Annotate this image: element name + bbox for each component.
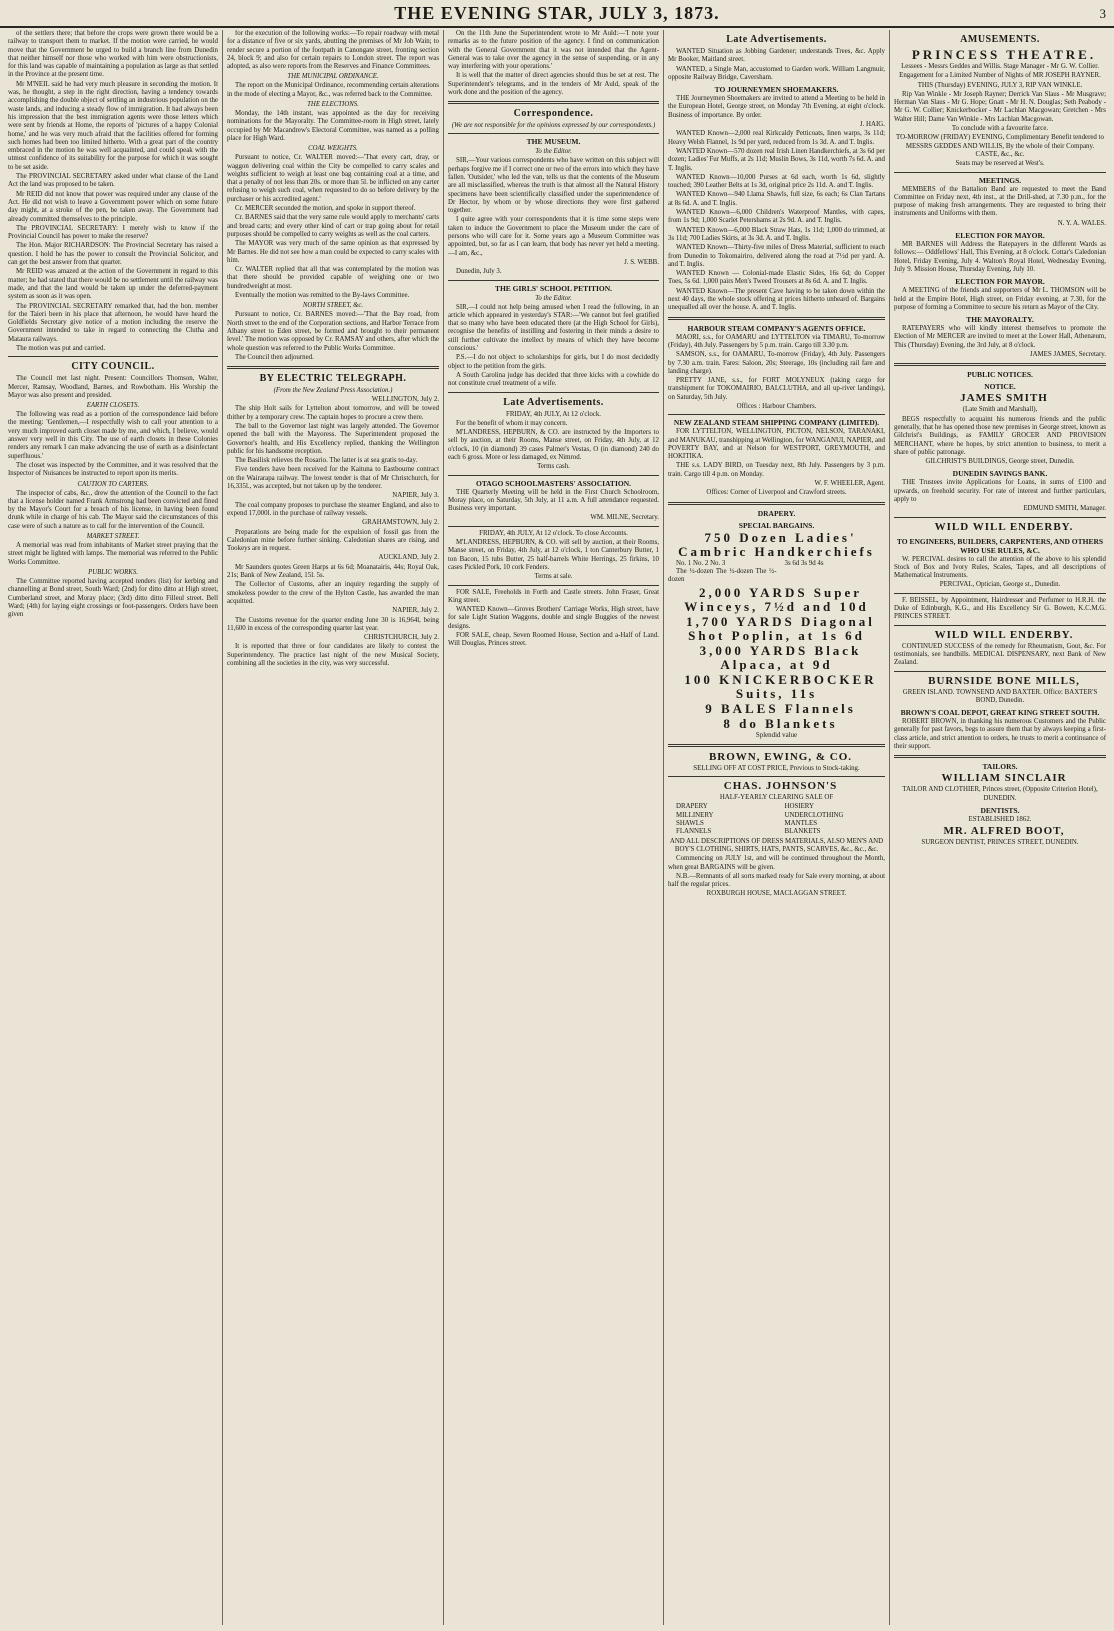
paragraph: BEGS respectfully to acquaint his numerous friends and the public generally, that he has opened those new premises in George street, known as Gilchrist's Buildings, as FAMILY GROCER AND PROVISION MERCHANT, where he hopes, by strict attention to business, to merit a share of public patronage.	[894, 415, 1106, 456]
centered-line: GREEN ISLAND. TOWNSEND AND BAXTER. Office: BAXTER'S BOND, Dunedin.	[902, 688, 1098, 704]
item-list	[668, 560, 885, 585]
paragraph: P.S.—I do not object to scholarships for girls, but I do most decidedly object to the petition from the girls.	[448, 354, 659, 370]
list-item: UNDERCLOTHING	[784, 811, 844, 819]
signature-line: JAMES JAMES, Secretary.	[1029, 351, 1106, 359]
divider	[668, 744, 885, 747]
paragraph: of the settlers there; that before the crops were grown there would be a railway to transport them to market. If the motion were carried, he would move that the Government be urged to build a branch line from Dunedin that neither himself nor those who worked with him were obstructionists, for this land was capable of maintaining a population as large as that settled in the Province at the present time.	[8, 30, 218, 79]
column-5	[889, 30, 1110, 1625]
column-4	[663, 30, 889, 1625]
paragraph: A memorial was read from inhabitants of Market street praying that the street might be lighted with lamps. The memorial was referred to the Public Works Committee.	[8, 542, 218, 566]
paragraph: The Committee reported having accepted tenders (list) for kerbing and channelling at Bond street, South Ward; (2nd) for ditto ditto at High street, Cumberland street, and Moray place; (3rd) ditto ditto Filleul street. Bell Ward; (4th) for laying eight crossings or foot-passengers. Orders have been given	[8, 577, 218, 619]
masthead	[0, 0, 1114, 28]
list-item: 3s 6d 3s 9d 4s	[784, 559, 824, 567]
signature-line: NAPIER, July 2.	[392, 607, 439, 615]
signature-line: NAPIER, July 3.	[392, 492, 439, 500]
newspaper-title: THE EVENING STAR, JULY 3, 1873.	[394, 3, 720, 23]
paragraph: N.B.—Remnants of all sorts marked ready for Sale every morning, at about half the regular prices.	[668, 872, 885, 889]
paragraph: The closet was inspected by the Committee, and it was resolved that the Inspector of Nuisances be instructed to report upon its merits.	[8, 461, 218, 478]
paragraph: On the 11th June the Superintendent wrote to Mr Auld:—'I note your remarks as to the future position of the agency. I find on communication with the General Government that it was not intended that the Agent-General was to take over the agency in the sense of suspending, or in any way interfering with your operations.'	[448, 30, 659, 71]
paragraph: WANTED Known—Thirty-five miles of Dress Material, sufficient to reach from Dunedin to Tokomairiro, delivered along the road at 7½d per yard. A. and T. Inglis.	[668, 244, 885, 268]
italic-heading: To the Editor.	[535, 148, 572, 156]
advertiser-name: JAMES SMITH	[960, 392, 1048, 405]
paragraph: The MAYOR was very much of the same opinion as that expressed by Mr Barnes. He did not see how a man could be expected to carry scales with him.	[227, 240, 439, 264]
signature-line: N. Y. A. WALES.	[1057, 219, 1106, 227]
paragraph: Mr M'NEIL said he had very much pleasure in seconding the motion. It was, he thought, a step in the right direction, having a tendency towards accomplishing the double object of settling an industrious population on the waste lands, and inducing a steady flow of immigration. It had always been his impression that the best immigration agents were those letters which were sent by friends at Home, the reports of 'pictures of a happy Colonial home,' and he was very much afraid that the facilities offered for forming such homes had been too limited hitherto. With a great part of the country embraced in the motion he was well acquainted, and could speak with the utmost confidence of its suitability for the purpose for which it was sought to be set aside.	[8, 80, 218, 171]
paragraph: WANTED Known—940 Llama Shawls, full size, 6s each; 6s Clan Tartans at 8s 6d. A. and T. Inglis.	[668, 191, 885, 207]
paragraph: Rip Van Winkle - Mr Joseph Rayner; Derrick Van Slaus - Mr Musgrave; Herman Van Slaus - Mr G. Hope; Gnatt - Mr H. N. Douglas; Seth Peabody - Mr G. W. Collier; Knickerbocker - Mr Lachlan Macgowan; Gretchen - Mrs Walter Hill; Dame Van Winkle - Mrs Lachlan Macgowan.	[894, 90, 1106, 123]
centered-line: TO-MORROW (FRIDAY) EVENING, Complimentary Benefit tendered to MESSRS GEDDES AND WILLIS, By the whole of their Company. CASTE, &c., &c.	[896, 134, 1104, 158]
paragraph: M'LANDRESS, HEPBURN, & CO. are instructed by the Importers to sell by auction, at their Rooms, Manse street, on Friday, 4th July, at 12 o'clock, 10 (in diamond) 39 cases Palmer's Vestas, O (in diamond) 240 do each 6 gross. More or less damaged, ex Nimrod.	[448, 429, 659, 461]
centered-line: PERCIVAL, Optician, George st., Dunedin.	[939, 581, 1061, 589]
divider	[448, 133, 659, 134]
paragraph: Pursuant to notice, Cr. BARNES moved:—'That the Bay road, from North street to the end of the Corporation sections, and Harbor Terrace from Albany street to Eden street, be formed and brought to their permanent level.' The motion was opposed by Cr. RAMSAY and others, after which the whole question was referred to the Public Works Committee.	[227, 311, 439, 352]
paragraph: PRETTY JANE, s.s., for FORT MOLYNEUX (taking cargo for transhipment for TOKOMAIRIO, BALCLUTHA, and all up-river landings), on Saturday, 5th July.	[668, 377, 885, 401]
advertiser-name: BURNSIDE BONE MILLS,	[928, 674, 1080, 687]
paragraph: The PROVINCIAL SECRETARY: I merely wish to know if the Provincial Council has power to make the reserve?	[8, 224, 218, 241]
paragraph: THE Trustees invite Applications for Loans, in sums of £100 and upwards, on freehold security. For rate of interest and further particulars, apply to	[894, 479, 1106, 503]
paragraph: The PROVINCIAL SECRETARY remarked that, had the hon. member for the Taieri been in his place that afternoon, he would have heard the Goldfields Secretary give notice of a motion including the reserve the Government intended to take in regard to connecting the Clutha and Mataura railways.	[8, 302, 218, 343]
paragraph: Commencing on JULY 1st, and will be continued throughout the Month, when great BARGAINS will be given.	[668, 855, 885, 871]
signature-line: WELLINGTON, July 2.	[371, 396, 439, 404]
centered-line: ESTABLISHED 1862.	[968, 815, 1032, 823]
list-item: HOSIERY	[784, 803, 814, 811]
divider	[668, 317, 885, 320]
paragraph: CONTINUED SUCCESS of the remedy for Rheumatism, Gout, &c. For testimonials, see handbills. MEDICAL DISPENSARY, next Bank of New Zealand.	[894, 642, 1106, 667]
advertiser-name: MR. ALFRED BOOT,	[943, 825, 1065, 838]
paragraph: F. BEISSEL, by Appointment, Hairdresser and Perfumer to H.R.H. the Duke of Edinburgh, K.G., and His Excellency Sir G. Bowen, K.C.M.G. PRINCES STREET.	[894, 596, 1106, 621]
paragraph: THE Quarterly Meeting will be held in the First Church Schoolroom, Moray place, on Saturday, 5th July, at 11 a.m. A full attendance requested. Business very important.	[448, 488, 659, 513]
display-line: 750 Dozen Ladies' Cambric Handkerchiefs	[678, 529, 875, 559]
divider	[894, 593, 1106, 594]
paragraph: WANTED Known—The present Cave having to be taken down within the next 40 days, the whole stock offering at prices hitherto unheard of. Bargains unequalled all over the house. A. and T. Inglis.	[668, 287, 885, 312]
italic-heading: THE MUNICIPAL ORDINANCE.	[287, 73, 379, 81]
centered-line: AND ALL DESCRIPTIONS OF DRESS MATERIALS, ALSO MEN'S AND BOY'S CLOTHING, SHIRTS, HATS, PANTS, SCARVES, &c., &c., &c.	[669, 837, 884, 853]
paragraph: for the execution of the following works:—To repair roadway with metal for a distance of five or six yards, abutting the premises of Mr Job Wain; to render secure a portion of the footpath in Canongate street, fronting section 24, block 9; and also for certain repairs to London street. The report was adopted, as also were reports from the Reserves and Finance Committees.	[227, 30, 439, 71]
signature-line: W. F. WHEELER, Agent.	[814, 480, 885, 488]
italic-heading: COAL WEIGHTS.	[308, 145, 358, 153]
section-heading: Late Advertisements.	[503, 396, 604, 408]
italic-heading: EARTH CLOSETS.	[86, 402, 140, 410]
paragraph: ROBERT BROWN, in thanking his numerous Customers and the Public generally for past favors, begs to assure them that by always keeping a first-class article, and strict attention to orders, he trusts to merit a continuance of their support.	[894, 718, 1106, 751]
paragraph: Monday, the 14th instant, was appointed as the day for receiving nominations for the Mayoralty. The Committee-room in High street, lately occupied by Mr Macandrew's Electoral Committee, was named as a polling place for High Ward.	[227, 110, 439, 142]
display-line: 100 KNICKERBOCKER Suits, 11s	[684, 671, 877, 701]
paragraph: The Collector of Customs, after an inquiry regarding the supply of smokeless powder to the crew of the Hylton Castle, has awarded the man acquitted.	[227, 581, 439, 605]
italic-heading: THE ELECTIONS.	[307, 101, 359, 109]
paragraph: WANTED Known—Groves Brothers' Carriage Works, High street, have for sale Light Station Waggons, double and single Buggies of the newest designs.	[448, 606, 659, 630]
divider	[894, 172, 1106, 173]
list-item: MANTLES	[784, 820, 818, 828]
section-heading: Correspondence.	[513, 108, 594, 120]
display-line: 2,000 YARDS Super Winceys, 7½d and 10d	[684, 584, 869, 614]
paragraph: FOR LYTTELTON, WELLINGTON, PICTON, NELSON, TARANAKI, and MANUKAU, transhipping at Wellington, for WANGANUI, NAPIER, and POVERTY BAY, and at Nelson for WESTPORT, GREYMOUTH, and HOKITIKA.	[668, 428, 885, 461]
subheading: PUBLIC NOTICES.	[967, 370, 1033, 380]
paragraph: A MEETING of the friends and supporters of Mr L. THOMSON will be held at the Empire Hotel, High street, on Friday evening, at 7.30, for the purpose of forming a Committee to secure his return as Mayor of the City.	[894, 287, 1106, 311]
paragraph: Dunedin, July 3.	[456, 268, 502, 276]
divider	[894, 363, 1106, 366]
paragraph: WANTED Known—10,000 Purses at 6d each, worth 1s 6d, slightly touched; 390 Leather Belts at 1s 3d, original price 2s 11d. A. and T. Inglis.	[668, 173, 885, 190]
paragraph: The Customs revenue for the quarter ending June 30 is 16,964l, being 11,600 in excess of the corresponding quarter last year.	[227, 616, 439, 632]
centered-line: Engagement for a Limited Number of Nights of MR JOSEPH RAYNER.	[899, 72, 1101, 80]
subheading: DRAPERY.	[757, 508, 796, 518]
paragraph: SAMSON, s.s., for OAMARU, To-morrow (Friday), 4th July. Passengers by 7.30 a.m. train. Fares: Saloon, 20s; Steerage, 10s (including rail fare and landing charge).	[668, 351, 885, 375]
centered-line: THIS (Thursday) EVENING, JULY 3, RIP VAN WINKLE.	[917, 81, 1083, 89]
centered-line: (Late Smith and Marshall),	[962, 406, 1038, 414]
centered-line: SURGEON DENTIST, PRINCES STREET, DUNEDIN.	[921, 839, 1079, 847]
page-number: 3	[1099, 6, 1106, 21]
paragraph: WANTED Situation as Jobbing Gardener; understands Trees, &c. Apply Mr Booker, Maitland street.	[668, 48, 885, 64]
divider	[8, 356, 218, 357]
subheading: SPECIAL BARGAINS.	[738, 520, 815, 530]
item-list	[668, 803, 885, 836]
paragraph: Preparations are being made for the expulsion of fossil gas from the Caledonian mine before further sinking. Caledonian shares are rising, and Tookeys are in request.	[227, 528, 439, 553]
list-item: FLANNELS	[676, 828, 712, 836]
display-line: 9 BALES Flannels	[705, 700, 856, 716]
subheading: OTAGO SCHOOLMASTERS' ASSOCIATION.	[476, 478, 631, 488]
paragraph: The ball to the Governor last night was largely attended. The Governor opened the ball with the Mayoress. The Superintendent proposed the Governor's health, and His Excellency replied, thanking the Wellington public for his handsome reception.	[227, 422, 439, 455]
display-line: PRINCESS THEATRE.	[911, 47, 1097, 62]
centered-line: To conclude with a favourite farce.	[951, 125, 1049, 133]
signature-line: CHRISTCHURCH, July 2.	[363, 634, 439, 642]
display-line: 1,700 YARDS Diagonal Shot Poplin, at 1s 6d	[686, 613, 875, 643]
divider	[894, 625, 1106, 626]
centered-line: SELLING OFF AT COST PRICE, Previous to Stock-taking.	[693, 764, 860, 772]
paragraph: Cr. MERCER seconded the motion, and spoke in support thereof.	[235, 205, 416, 213]
paragraph: WANTED Known—6,000 Children's Waterproof Mantles, with capes, from 1s 9d; 1,000 Scarlet Petershams at 2s 9d. A. and T. Inglis.	[668, 209, 885, 225]
centered-line: Lessees - Messrs Geddes and Willis. Stage Manager - Mr G. W. Collier.	[901, 63, 1099, 70]
subheading: THE GIRLS' SCHOOL PETITION.	[494, 283, 613, 293]
centered-line: Splendid value	[755, 731, 798, 739]
centered-line: Terms cash.	[537, 463, 570, 471]
divider	[668, 502, 885, 505]
list-item: DRAPERY	[676, 803, 708, 811]
paragraph: WANTED Known—2,000 real Kirkcaldy Petticoats, linen warps, 3s 11d; Heavy Welsh Flannel, 1s 9d per yard, reduced from 1s 3d. A. and T. Inglis.	[668, 130, 885, 146]
divider	[894, 517, 1106, 518]
paragraph: MR BARNES will Address the Ratepayers in the different Wards as follows:— Oddfellows' Hall, This Evening, at 8 o'clock. Cottar's Caledonian Hotel, Friday Evening, July 4. Walton's Royal Hotel, Wednesday Evening, July 9. Mission House, Thursday Evening, July 10.	[894, 241, 1106, 273]
subheading: THE MUSEUM.	[526, 137, 581, 147]
divider	[448, 101, 659, 104]
paragraph: THE Journeymen Shoemakers are invited to attend a Meeting to be held in the European Hotel, George street, on Monday 7th Evening, at eight o'clock. Business of importance. By order.	[668, 95, 885, 119]
display-line: 8 do Blankets	[723, 715, 838, 731]
paragraph: FOR SALE, cheap, Seven Roomed House, Section and a-Half of Land. Will Douglas, Princes street.	[448, 632, 659, 648]
advertiser-name: WILD WILL ENDERBY.	[934, 520, 1074, 533]
paragraph: The inspector of cabs, &c., drew the attention of the Council to the fact that a license holder named Frank Armstrong had been convicted and fined by the Mayor's Court for a breach of his license, in having been found drunk while in charge of his cab. The Mayor said the circumstances of this case were of such a nature as to call for the intervention of the Council.	[8, 489, 218, 530]
italic-heading: PUBLIC WORKS.	[88, 568, 138, 576]
section-heading: CITY COUNCIL.	[71, 361, 155, 373]
divider	[448, 526, 659, 527]
subheading: TO ENGINEERS, BUILDERS, CARPENTERS, AND OTHERS WHO USE RULES, &C.	[896, 536, 1104, 555]
italic-heading: NORTH STREET, &c.	[302, 302, 364, 310]
paragraph: W. PERCIVAL desires to call the attention of the above to his splendid Stock of Box and Ivory Rules, Scales, Tapes, and all descriptions of Mathematical Instruments.	[894, 555, 1106, 580]
paragraph: SIR,—Your various correspondents who have written on this subject will perhaps forgive me if I correct one or two of the errors into which they have fallen. 'Outsider,' who led the van, tells us that the contents of the Museum are all misclassified, whereas the truth is that almost all the Natural History specimens have been scientifically classified under the superintendence of Dr Hector, by whom or by whose directions they were first gathered together.	[448, 157, 659, 215]
paragraph: The Basilisk relieves the Rosario. The latter is at sea gratis to-day.	[235, 457, 418, 465]
paragraph: Pursuant to notice, Cr. WALTER moved:—'That every cart, dray, or waggon delivering coal within the City be compelled to carry scales and weights sufficient to weigh at least one bag containing coal at a time, and that a penalty of not less than 20s. or more than 5l. be inflicted on any carter refusing to weigh such coal, when requested to do so before delivery by the purchaser or his accredited agent.'	[227, 154, 439, 203]
divider	[448, 392, 659, 393]
paragraph: The ship Holt sails for Lyttelton about tomorrow, and will be towed thither by a temporary crew. The captain hopes to procure a crew there.	[227, 405, 439, 421]
subheading: TAILORS.	[982, 762, 1018, 772]
centered-line: ROXBURGH HOUSE, MACLAGGAN STREET.	[706, 890, 847, 898]
signature-line: J. S. WEBB.	[624, 258, 659, 266]
paragraph: The coal company proposes to purchase the steamer England, and also to expend 17,000l. in the purchase of railway vessels.	[227, 501, 439, 517]
centered-line: Seats may be reserved at West's.	[955, 160, 1045, 168]
advertiser-name: CHAS. JOHNSON'S	[723, 780, 838, 793]
paragraph: It is well that the matter of direct agencies should thus be set at rest. The Superintendent's telegrams, and in the tenders of Mr Auld, speak of the work done and the position of the agency.	[448, 72, 659, 97]
paragraph: Cr. BARNES said that the very same rule would apply to merchants' carts and bread carts; and every other kind of cart or trap going about for retail purposes should be compelled to carry weights as well as the coal carters.	[227, 214, 439, 238]
divider	[448, 475, 659, 476]
list-item: The ½-dozen The ½-dozen The ½-dozen	[668, 567, 777, 584]
italic-heading: (From the New Zealand Press Association.)	[273, 387, 393, 395]
subheading: DENTISTS.	[980, 805, 1020, 815]
list-item: No. 1 No. 2 No. 3	[676, 559, 726, 567]
paragraph: SIR,—I could not help being amused when I read the following, in an article which appeared in yesterday's STAR:—'We cannot but feel gratified that so many who have been educated there (at the High School for Girls), recognise the benefits of instilling and fostering in their minds a desire to still further cultivate the intellect by means of which they have become conscious.'	[448, 303, 659, 353]
paragraph: Five tenders have been received for the Kaituna to Eastbourne contract on the Wairarapa railway. The lowest tender is that of Mr Christchurch, for 16,335l., was accepted, but not taken up by the tenderer.	[227, 466, 439, 491]
divider	[227, 366, 439, 369]
paragraph: The Council then adjourned.	[235, 353, 314, 361]
paragraph: M'LANDRESS, HEPBURN, & CO. will sell by auction, at their Rooms, Manse street, on Friday, 4th July, at 12 o'clock, 1 ton Canterbury Butter, 1 ton Bacon, 15 tubs Butter, 25 half-barrels White Herrings, 25 firkins, 10 cases Pickled Pork, 10 cork Fenders.	[448, 539, 659, 571]
divider	[894, 671, 1106, 672]
paragraph: Eventually the motion was remitted to the By-laws Committee.	[235, 292, 410, 300]
subheading: BROWN'S COAL DEPOT, GREAT KING STREET SOUTH.	[900, 708, 1100, 718]
divider	[894, 755, 1106, 758]
subheading: NOTICE.	[984, 382, 1016, 392]
signature-line: WM. MILNE, Secretary.	[590, 514, 659, 522]
column-3	[443, 30, 663, 1625]
paragraph: It is reported that three or four candidates are likely to contest the Superintendency. The practice last night of the new Musical Society, combining all the societies in the city, was very successful.	[227, 643, 439, 667]
advertiser-name: WILLIAM SINCLAIR	[941, 772, 1067, 785]
paragraph: The report on the Municipal Ordinance, recommending certain alterations in the mode of electing a Mayor, &c., was referred back to the Committee.	[227, 82, 439, 98]
section-heading: AMUSEMENTS.	[960, 34, 1040, 45]
paragraph: Mr REID was amazed at the action of the Government in regard to this matter; he had stated that there would be no settlement until the railway was made, and that the land would be taken up under the deferred-payment system as soon as it was open.	[8, 268, 218, 301]
italic-heading: CAUTION TO CARTERS.	[77, 480, 149, 488]
centered-line: TAILOR AND CLOTHIER, Princes street, (Opposite Criterion Hotel), DUNEDIN.	[902, 786, 1098, 802]
paragraph: The Hon. Major RICHARDSON: The Provincial Secretary has raised a question. I hold he has the power to consult the Provincial Solicitor, and can get the best answer from that quarter.	[8, 242, 218, 267]
paragraph: Mr Saunders quotes Green Harps at 6s 6d; Moanatairis, 44s; Royal Oak, 21s; Bank of New Zealand, 15l. 5s.	[227, 563, 439, 580]
list-item: SHAWLS	[676, 820, 704, 828]
divider	[668, 414, 885, 415]
paragraph: The PROVINCIAL SECRETARY asked under what clause of the Land Act the land was proposed to be taken.	[8, 173, 218, 189]
signature-line: GRAHAMSTOWN, July 2.	[362, 519, 439, 527]
column-2	[222, 30, 443, 1625]
subheading: MEETINGS.	[978, 175, 1022, 185]
paragraph: RATEPAYERS who will kindly interest themselves to promote the Election of Mr MERCER are invited to meet at the Lower Hall, Athenæum, This (Thursday) Evening, the 3rd July, at 8 o'clock.	[894, 325, 1106, 349]
list-item: MILLINERY	[676, 811, 714, 819]
subheading: HARBOUR STEAM COMPANY'S AGENTS OFFICE.	[687, 323, 866, 333]
signature-line: EDMUND SMITH, Manager.	[1023, 505, 1106, 513]
subheading: TO JOURNEYMEN SHOEMAKERS.	[714, 85, 839, 95]
list-item: BLANKETS	[784, 828, 821, 836]
subheading: ELECTION FOR MAYOR.	[955, 231, 1045, 241]
advertiser-name: WILD WILL ENDERBY.	[934, 628, 1074, 641]
centered-line: HALF-YEARLY CLEARING SALE OF	[719, 794, 834, 802]
centered-line: FRIDAY, 4th JULY, At 12 o'clock. To close Accounts.	[479, 529, 628, 537]
signature-line: AUCKLAND, July 2.	[378, 554, 439, 562]
paragraph: MAORI, s.s., for OAMARU and LYTTELTON via TIMARU, To-morrow (Friday), 4th July. Passengers by 5 p.m. train. Cargo till 3.30 p.m.	[668, 333, 885, 349]
italic-heading: MARKET STREET.	[86, 533, 140, 541]
centered-line: Terms at sale.	[534, 573, 573, 581]
centered-line: Offices: Corner of Liverpool and Crawford streets.	[706, 489, 847, 497]
italic-heading: To the Editor.	[535, 294, 572, 302]
section-heading: BY ELECTRIC TELEGRAPH.	[259, 373, 407, 385]
paragraph: WANTED Known — Colonial-made Elastic Sides, 16s 6d; do Copper Toes, 5s 6d. 1,000 pairs Men's Tweed Trousers at 8s 6d. A. and T. Inglis.	[668, 270, 885, 286]
paragraph: The motion was put and carried.	[16, 344, 106, 352]
divider	[668, 776, 885, 777]
paragraph: THE s.s. LADY BIRD, on Tuesday next, 8th July. Passengers by 3 p.m. train. Cargo till 4 p.m. on Monday.	[668, 462, 885, 478]
paragraph: Cr. WALTER replied that all that was contemplated by the motion was that there should be provided capable of weighing one or two hundredweight at most.	[227, 266, 439, 290]
column-1	[4, 30, 222, 1625]
advertiser-name: BROWN, EWING, & CO.	[708, 750, 853, 763]
paragraph: FOR SALE, Freeholds in Forth and Castle streets. John Fraser, Great King street.	[448, 588, 659, 604]
section-heading: Late Advertisements.	[726, 34, 827, 45]
paragraph: WANTED, a Single Man, accustomed to Garden work. William Langmuir, opposite Railway Bridge, Caversham.	[668, 65, 885, 81]
paragraph: For the benefit of whom it may concern.	[456, 419, 568, 427]
centered-line: Offices : Harbour Chambers.	[736, 402, 817, 410]
paragraph: I quite agree with your correspondents that it is time some steps were taken to induce the Government to place the Museum under the care of persons who will care for it. Some years ago a Museum Committee was appointed, but, so far as I can learn, that body has never yet held a meeting.—I am, &c.,	[448, 216, 659, 257]
centered-line: GILCHRIST'S BUILDINGS, George street, Dunedin.	[925, 458, 1075, 466]
centered-line: FRIDAY, 4th JULY, At 12 o'clock.	[506, 410, 601, 418]
paragraph: MEMBERS of the Battalion Band are requested to meet the Band Committee on Friday next, 4th inst., at the Drill-shed, at 7.30 p.m., for the purpose of making fresh arrangements. They are requested to bring their instruments and Uniforms with them.	[894, 185, 1106, 218]
paragraph: The following was read as a portion of the correspondence laid before the meeting: 'Gentlemen,—I respectfully wish to call your attention to a very much improved earth closet made by me, and which, I believe, would answer very well in this City. The use of earth closets in these Colonies renders any remark I can make advancing the use of earth as a disinfectant superfluous.'	[8, 411, 218, 460]
paragraph: WANTED Known—6,000 Black Straw Hats, 1s 11d; 1,000 do trimmed, at 3s 11d; 700 Ladies Skirts, at 3s 3d. A. and T. Inglis.	[668, 226, 885, 242]
paragraph: Mr REID did not know that power was required under any clause of the Act. He did not wish to leave a Government power which on some future day might, at a stroke of the pen, be taken away. The Government had already committed themselves to the principle.	[8, 190, 218, 223]
paragraph: A South Carolina judge has decided that three kicks with a cowhide do not constitute cruel treatment of a wife.	[448, 371, 659, 388]
divider	[448, 585, 659, 586]
subheading: ELECTION FOR MAYOR.	[955, 277, 1045, 287]
paragraph: WANTED Known—570 dozen real Irish Linen Handkerchiefs, at 3s 6d per dozen; Ladies' Fur Muffs, at 2s 11d; Muslin Bows, 3s 11d, worth 7s 6d. A. and T. Inglis.	[668, 147, 885, 172]
display-line: 3,000 YARDS Black Alpaca, at 9d	[699, 642, 862, 672]
divider	[448, 280, 659, 281]
subheading: THE MAYORALTY.	[966, 315, 1034, 325]
subheading: NEW ZEALAND STEAM SHIPPING COMPANY (LIMITED).	[673, 418, 880, 428]
signature-line: J. HAIG.	[859, 121, 885, 129]
paragraph: The Council met last night. Present: Councillors Thomson, Walter, Mercer, Ramsay, Woodland, Barnes, and Rowbotham. His Worship the Mayor was also present and presided.	[8, 375, 218, 399]
italic-heading: (We are not responsible for the opinions expressed by our correspondents.)	[451, 122, 656, 130]
subheading: DUNEDIN SAVINGS BANK.	[952, 469, 1048, 479]
